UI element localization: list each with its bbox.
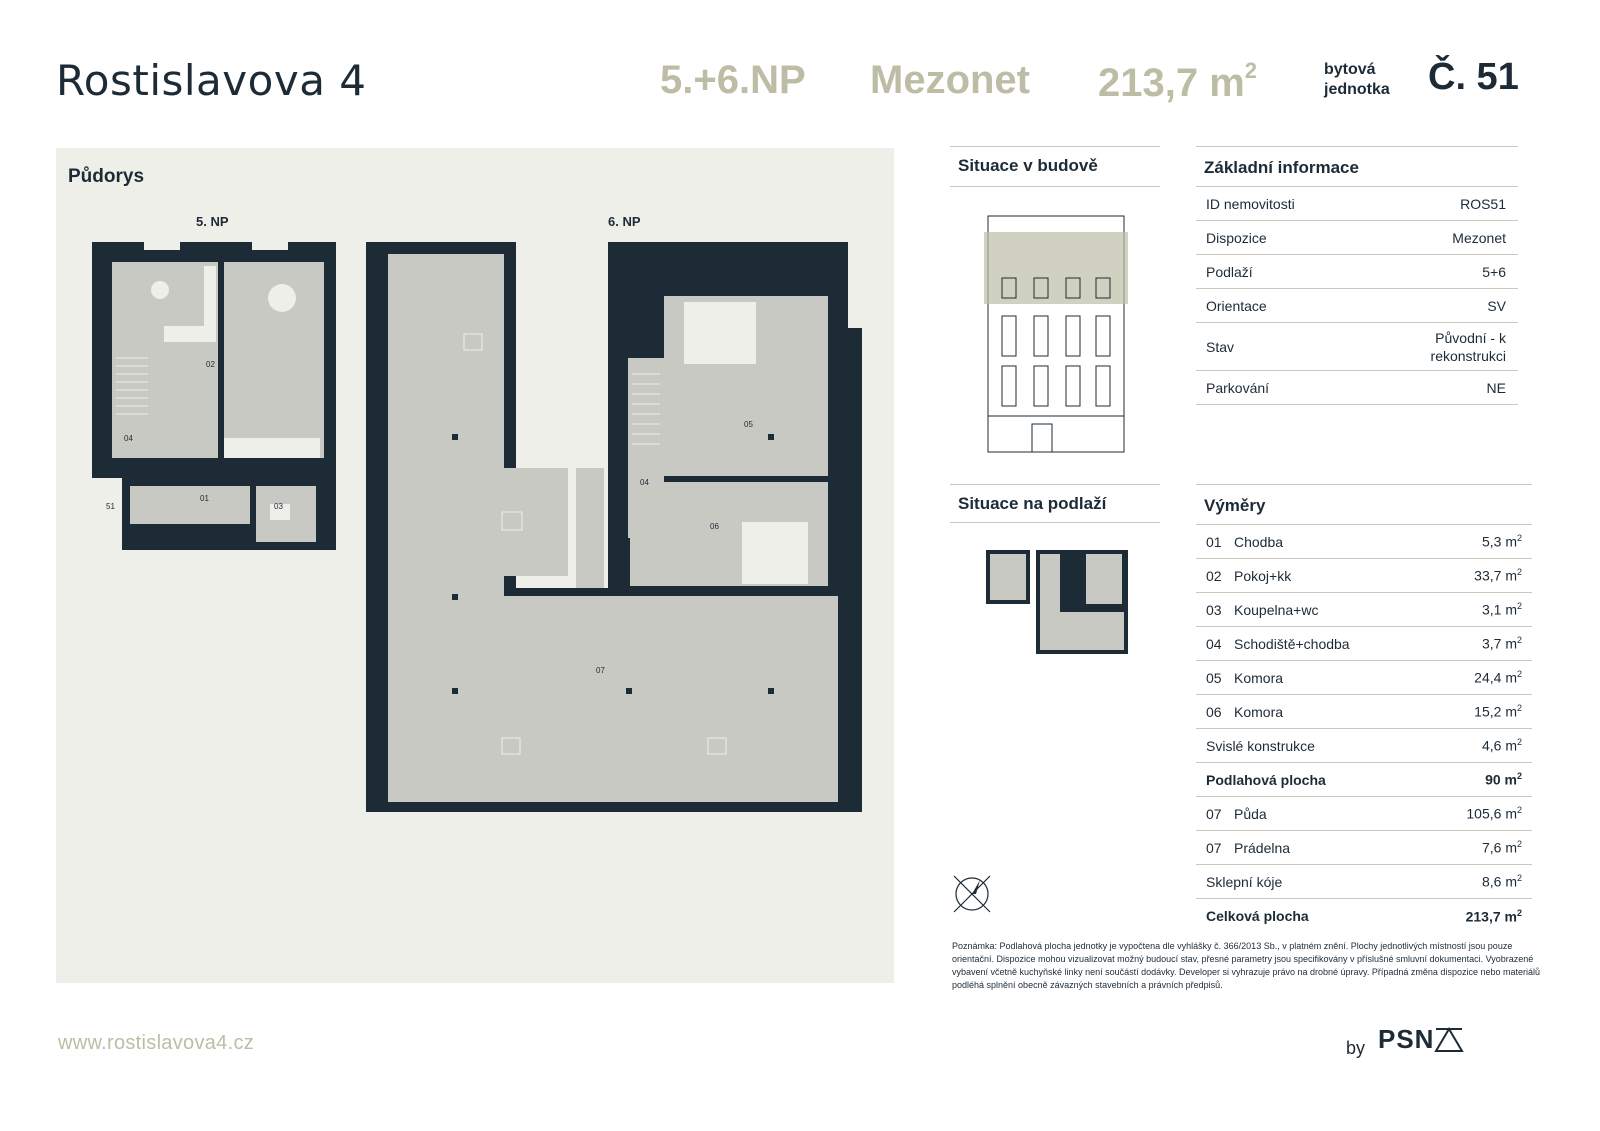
rule bbox=[950, 146, 1160, 147]
area-code: 07 bbox=[1206, 839, 1222, 856]
area-unit-sup: 2 bbox=[1516, 703, 1522, 714]
room-label-04b: 04 bbox=[640, 478, 649, 487]
room-label-05: 05 bbox=[744, 420, 753, 429]
area-unit: m bbox=[1505, 839, 1517, 856]
info-label: Podlaží bbox=[1206, 263, 1253, 280]
area-label: Komora bbox=[1234, 669, 1284, 686]
info-row bbox=[1196, 255, 1518, 289]
situation-floor-title: Situace na podlaží bbox=[958, 494, 1107, 513]
info-label: Dispozice bbox=[1206, 229, 1267, 246]
info-row bbox=[1196, 371, 1518, 405]
unit-label-line1: bytová bbox=[1324, 61, 1376, 78]
area-unit: m bbox=[1505, 601, 1517, 618]
area-code: 07 bbox=[1206, 805, 1222, 822]
info-row bbox=[1196, 221, 1518, 255]
website-link[interactable]: www.rostislavova4.cz bbox=[58, 1032, 255, 1054]
area-unit: m bbox=[1505, 635, 1517, 652]
area-row bbox=[1196, 831, 1532, 865]
psn-logo-text: PSN bbox=[1378, 1024, 1435, 1054]
area-value: 3,1 bbox=[1481, 601, 1502, 618]
area-code: 05 bbox=[1206, 669, 1222, 686]
entry-label: 51 bbox=[106, 502, 115, 511]
floor-plan-panel bbox=[56, 148, 894, 983]
area-unit-sup: 2 bbox=[1516, 805, 1522, 816]
area-value: 24,4 bbox=[1474, 669, 1502, 686]
areas-title: Výměry bbox=[1204, 496, 1266, 515]
info-value: Původní - k rekonstrukci bbox=[1430, 329, 1506, 364]
area-unit: m bbox=[1505, 873, 1517, 890]
area-label: Celková plocha bbox=[1206, 908, 1309, 924]
floor-label: 5.+6.NP bbox=[660, 58, 806, 102]
unit-number: Č. 51 bbox=[1428, 56, 1519, 98]
area-unit-sup: 2 bbox=[1516, 873, 1522, 884]
area-unit: m bbox=[1505, 533, 1517, 550]
rule bbox=[1196, 146, 1518, 147]
area-code: 01 bbox=[1206, 533, 1222, 550]
area-code: 06 bbox=[1206, 703, 1222, 720]
info-label: Stav bbox=[1206, 338, 1235, 355]
area-label: Podlahová plocha bbox=[1206, 771, 1326, 788]
area-unit-sup: 2 bbox=[1516, 669, 1522, 680]
building-elevation-drawing bbox=[984, 206, 1128, 456]
area-value: 15,2 bbox=[1474, 703, 1502, 720]
floor-5-label: 5. NP bbox=[196, 214, 229, 229]
area-value: 33,7 bbox=[1474, 567, 1502, 584]
area-label: Komora bbox=[1234, 703, 1284, 720]
floor-situation-drawing bbox=[986, 548, 1128, 656]
situation-building-title: Situace v budově bbox=[958, 156, 1098, 175]
floor-5-plan bbox=[92, 242, 336, 550]
area-row bbox=[1196, 695, 1532, 729]
area-unit: m bbox=[1504, 908, 1517, 925]
area-label: Chodba bbox=[1234, 533, 1284, 550]
area-unit: m bbox=[1505, 703, 1517, 720]
info-label: Orientace bbox=[1206, 297, 1267, 314]
unit-label-line2: jednotka bbox=[1324, 81, 1390, 98]
area-row bbox=[1196, 627, 1532, 661]
area-unit: m bbox=[1505, 805, 1517, 822]
area-label: Prádelna bbox=[1234, 839, 1291, 856]
area-unit-sup: 2 bbox=[1516, 907, 1522, 918]
area-row bbox=[1196, 729, 1532, 763]
area-unit: m bbox=[1505, 669, 1517, 686]
area-unit: m bbox=[1504, 771, 1517, 788]
area-unit-sup: 2 bbox=[1516, 567, 1522, 578]
basic-info-title: Základní informace bbox=[1204, 158, 1359, 177]
plan-title: Půdorys bbox=[68, 166, 145, 187]
area-row bbox=[1196, 525, 1532, 559]
room-label-04a: 04 bbox=[124, 434, 133, 443]
area-label: Pokoj+kk bbox=[1234, 567, 1292, 584]
area-row bbox=[1196, 593, 1532, 627]
info-value: 5+6 bbox=[1482, 263, 1506, 280]
room-label-07: 07 bbox=[596, 666, 605, 675]
area-row bbox=[1196, 661, 1532, 695]
area-unit: m bbox=[1505, 737, 1517, 754]
info-row bbox=[1196, 289, 1518, 323]
info-value: Mezonet bbox=[1452, 229, 1506, 246]
header bbox=[0, 0, 1600, 130]
area-unit: m bbox=[1505, 567, 1517, 584]
area-value: 4,6 bbox=[1481, 737, 1502, 754]
area-code: 02 bbox=[1206, 567, 1222, 584]
rule bbox=[950, 186, 1160, 187]
info-value: ROS51 bbox=[1460, 195, 1506, 212]
area-value: 5,3 bbox=[1481, 533, 1502, 550]
area-label: Koupelna+wc bbox=[1234, 601, 1319, 618]
unit-area-value: 213,7 m bbox=[1098, 61, 1245, 105]
area-value: 8,6 bbox=[1481, 873, 1502, 890]
footer-by: by bbox=[1346, 1038, 1366, 1058]
area-value: 213,7 bbox=[1465, 908, 1501, 925]
area-row-floor-total bbox=[1196, 763, 1532, 797]
room-label-06: 06 bbox=[710, 522, 719, 531]
info-row bbox=[1196, 323, 1518, 371]
area-label: Svislé konstrukce bbox=[1206, 737, 1315, 754]
unit-label bbox=[1324, 60, 1390, 100]
rule bbox=[950, 484, 1160, 485]
info-value: SV bbox=[1487, 297, 1506, 314]
area-value: 3,7 bbox=[1481, 635, 1502, 652]
unit-area-sup: 2 bbox=[1244, 58, 1258, 83]
brand-title: Rostislavova 4 bbox=[56, 56, 367, 105]
area-row bbox=[1196, 559, 1532, 593]
floor-6-label: 6. NP bbox=[608, 214, 641, 229]
unit-type: Mezonet bbox=[870, 58, 1030, 102]
info-label: ID nemovitosti bbox=[1206, 195, 1295, 212]
psn-logo-icon bbox=[1434, 1025, 1464, 1055]
rule bbox=[950, 522, 1160, 523]
unit-area bbox=[1098, 58, 1257, 106]
rule bbox=[1196, 484, 1532, 485]
area-value: 105,6 bbox=[1466, 805, 1502, 822]
area-code: 04 bbox=[1206, 635, 1222, 652]
area-label: Půda bbox=[1234, 805, 1267, 822]
area-value: 90 bbox=[1485, 771, 1501, 788]
area-row bbox=[1196, 797, 1532, 831]
area-unit-sup: 2 bbox=[1516, 839, 1522, 850]
north-arrow-icon bbox=[950, 872, 994, 916]
area-row-grand-total bbox=[1196, 899, 1532, 933]
room-label-03: 03 bbox=[274, 502, 283, 511]
room-label-02: 02 bbox=[206, 360, 215, 369]
area-label: Sklepní kóje bbox=[1206, 873, 1283, 890]
info-row bbox=[1196, 187, 1518, 221]
area-unit-sup: 2 bbox=[1516, 533, 1522, 544]
area-unit-sup: 2 bbox=[1516, 737, 1522, 748]
info-label: Parkování bbox=[1206, 379, 1270, 396]
area-label: Schodiště+chodba bbox=[1234, 635, 1350, 652]
area-row bbox=[1196, 865, 1532, 899]
floor-6-plan bbox=[366, 242, 862, 812]
area-value: 7,6 bbox=[1481, 839, 1502, 856]
area-unit-sup: 2 bbox=[1516, 601, 1522, 612]
area-unit-sup: 2 bbox=[1516, 771, 1522, 782]
psn-logo bbox=[1378, 1024, 1464, 1055]
disclaimer-note: Poznámka: Podlahová plocha jednotky je vypočtena dle vyhlášky č. 366/2013 Sb., v platném znění. Plochy jednotlivých místností jsou pouze orientační. Dispozice mohou vizualizovat možný budoucí stav, přesné parametry jsou specifikovány v příslušné smluvní dokumentaci. Vyobrazené vybavení včetně kuchyňské linky není součástí dodávky. Developer si vyhrazuje právo na drobné úpravy. Případná změna dispozice nebo materiálů podléhá splnění obecně závazných stavebních a právních předpisů. bbox=[952, 941, 1540, 990]
room-label-01: 01 bbox=[200, 494, 209, 503]
area-code: 03 bbox=[1206, 601, 1222, 618]
floor-plan-drawing bbox=[56, 148, 894, 983]
info-value: NE bbox=[1486, 379, 1506, 396]
area-unit-sup: 2 bbox=[1516, 635, 1522, 646]
